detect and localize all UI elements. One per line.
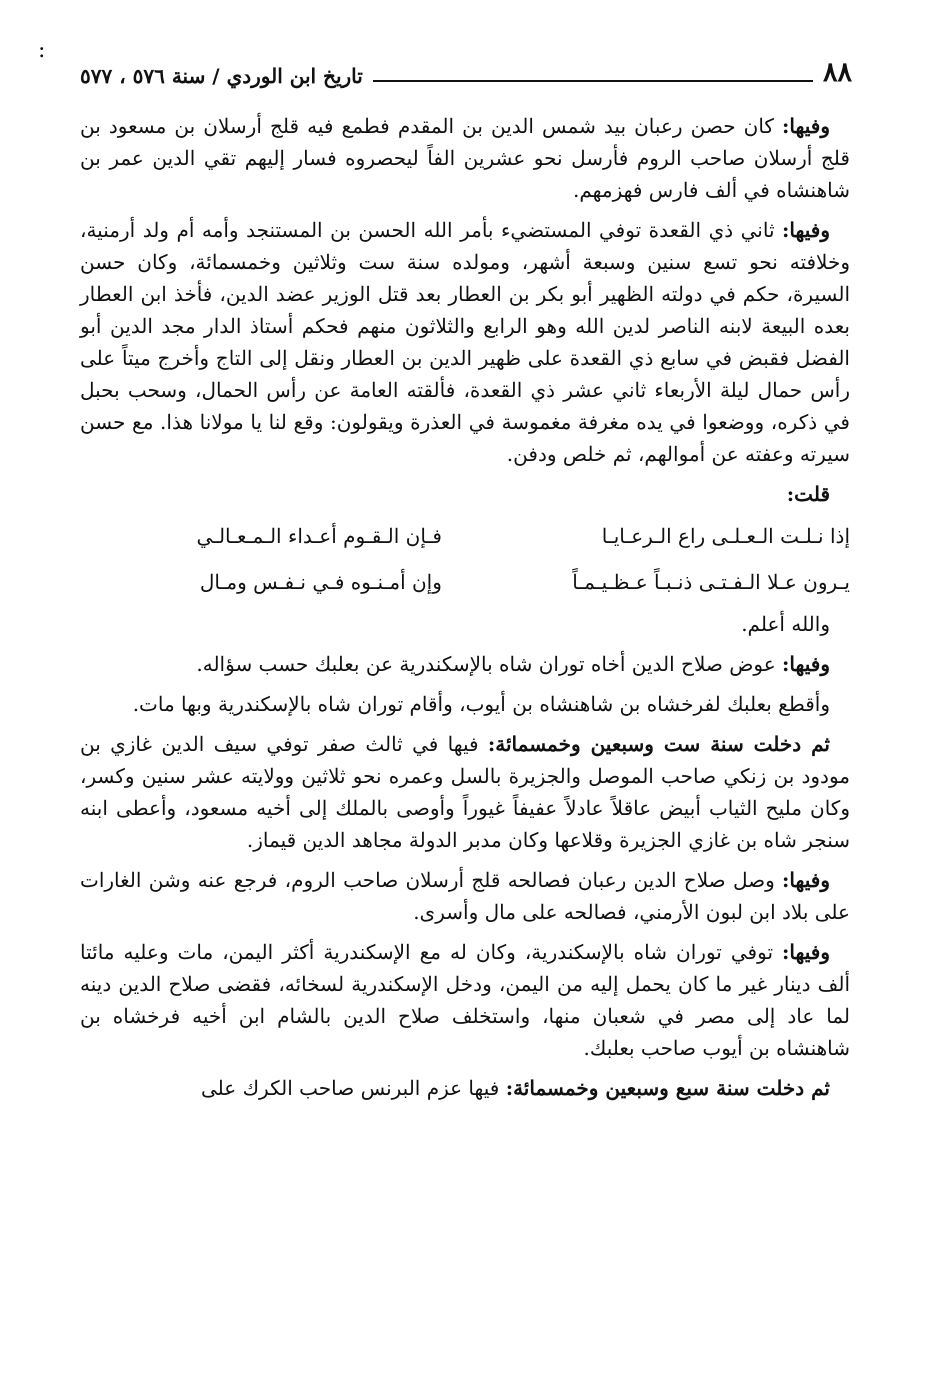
verse-first-hemistich: يـرون عـلا الـفـتـى ذنـبـاً عـظـيـمـاً bbox=[572, 570, 850, 594]
year-heading: ثم دخلت سنة ست وسبعين وخمسمائة: bbox=[487, 732, 830, 756]
verse-second-hemistich: وإن أمـنـوه فـي نـفـس ومـال bbox=[199, 570, 442, 594]
verse-second-hemistich: فـإن الـقـوم أعـداء الـمـعـالـي bbox=[196, 524, 442, 548]
paragraph-text: عوض صلاح الدين أخاه توران شاه بالإسكندرية عن بعلبك حسب سؤاله. bbox=[196, 652, 783, 676]
paragraph bbox=[80, 728, 850, 856]
paragraph-lead: وفيها: bbox=[782, 868, 830, 892]
paragraph bbox=[80, 688, 850, 720]
paragraph bbox=[80, 214, 850, 470]
paragraph-text: كان حصن رعبان بيد شمس الدين بن المقدم فطمع فيه قلج أرسلان بن مسعود بن قلج أرسلان صاحب الروم فأرسل نحو عشرين الفاً ليحصروه فسار إليهم تقي الدين عمر بن شاهنشاه في ألف فارس فهزمهم. bbox=[80, 114, 850, 202]
paragraph-text: ثاني ذي القعدة توفي المستضيء بأمر الله الحسن بن المستنجد وأمه أم ولد أرمنية، وخلافته نحو تسع سنين وسبعة أشهر، ومولده سنة ست وثلاثين وخمسمائة، وكان حسن السيرة، حكم في دولته الظهير أبو بكر بن العطار بعد قتل الوزير عضد الدين، فأخذ ابن العطار بعده البيعة لابنه الناصر لدين الله وهو الرابع والثلاثون منهم فحكم أستاذ الدار مجد الدين أبو الفضل فقبض في سابع ذي القعدة على ظهير الدين بن العطار ونقل إلى التاج وأخرج ميتاً على رأس حمال ليلة الأربعاء ثاني عشر ذي القعدة، فألقته العامة عن رأس الحمال، وسحب بحبل في ذكره، ووضعوا في يده مغرفة مغموسة في العذرة ويقولون: وقع لنا يا مولانا هذا. مع حسن سيرته وعفته عن أموالهم، ثم خلص ودفن. bbox=[80, 218, 850, 466]
verse-line bbox=[80, 516, 850, 556]
paragraph-lead: وفيها: bbox=[782, 114, 830, 138]
poem-heading: قلت: bbox=[786, 482, 830, 506]
paragraph bbox=[80, 1072, 850, 1104]
header-rule bbox=[373, 80, 813, 82]
page-number: ٨٨ bbox=[822, 57, 852, 88]
running-head: تاريخ ابن الوردي / سنة ٥٧٦ ، ٥٧٧ bbox=[80, 64, 363, 88]
paragraph-text: فيها في ثالث صفر توفي سيف الدين غازي بن مودود بن زنكي صاحب الموصل والجزيرة بالسل وعمره نحو ثلاثين وولايته عشر سنين وكسر، وكان مليح الثياب أبيض عاقلاً عادلاً عفيفاً غيوراً وأوصى بالملك إلى أخيه مسعود، وأعطى ابنه سنجر شاه بن غازي الجزيرة وقلاعها وكان مدبر الدولة مجاهد الدين قيماز. bbox=[80, 732, 850, 852]
page-header bbox=[80, 56, 852, 86]
paragraph-text: فيها عزم البرنس صاحب الكرك على bbox=[200, 1076, 506, 1100]
verse-line bbox=[80, 562, 850, 602]
paragraph-text: وأقطع بعلبك لفرخشاه بن شاهنشاه بن أيوب، وأقام توران شاه بالإسكندرية وبها مات. bbox=[132, 692, 830, 716]
paragraph-text: توفي توران شاه بالإسكندرية، وكان له مع الإسكندرية أكثر اليمن، مات وعليه مائتا ألف دينار غير ما كان يحمل إليه من اليمن، ودخل الإسكندرية لسخائه، فقضى صلاح الدين دينه لما عاد إلى مصر في شعبان منها، واستخلف صلاح الدين بالشام ابن أخيه فرخشاه بن شاهنشاه بن أيوب صاحب بعلبك. bbox=[80, 940, 850, 1060]
verse-first-hemistich: إذا نـلـت الـعـلـى راع الـرعـايـا bbox=[601, 524, 850, 548]
paragraph bbox=[80, 864, 850, 928]
page-body bbox=[80, 110, 850, 1112]
paragraph bbox=[80, 110, 850, 206]
poem bbox=[80, 478, 850, 640]
paragraph-text: وصل صلاح الدين رعبان فصالحه قلج أرسلان صاحب الروم، فرجع عنه وشن الغارات على بلاد ابن لبون الأرمني، فصالحه على مال وأسرى. bbox=[80, 868, 850, 924]
paragraph-lead: وفيها: bbox=[782, 652, 830, 676]
year-heading: ثم دخلت سنة سبع وسبعين وخمسمائة: bbox=[505, 1076, 830, 1100]
paragraph bbox=[80, 648, 850, 680]
corner-mark: : bbox=[38, 38, 46, 63]
paragraph-lead: وفيها: bbox=[782, 940, 830, 964]
paragraph-lead: وفيها: bbox=[782, 218, 830, 242]
poem-closing: والله أعلم. bbox=[741, 612, 830, 636]
paragraph bbox=[80, 936, 850, 1064]
